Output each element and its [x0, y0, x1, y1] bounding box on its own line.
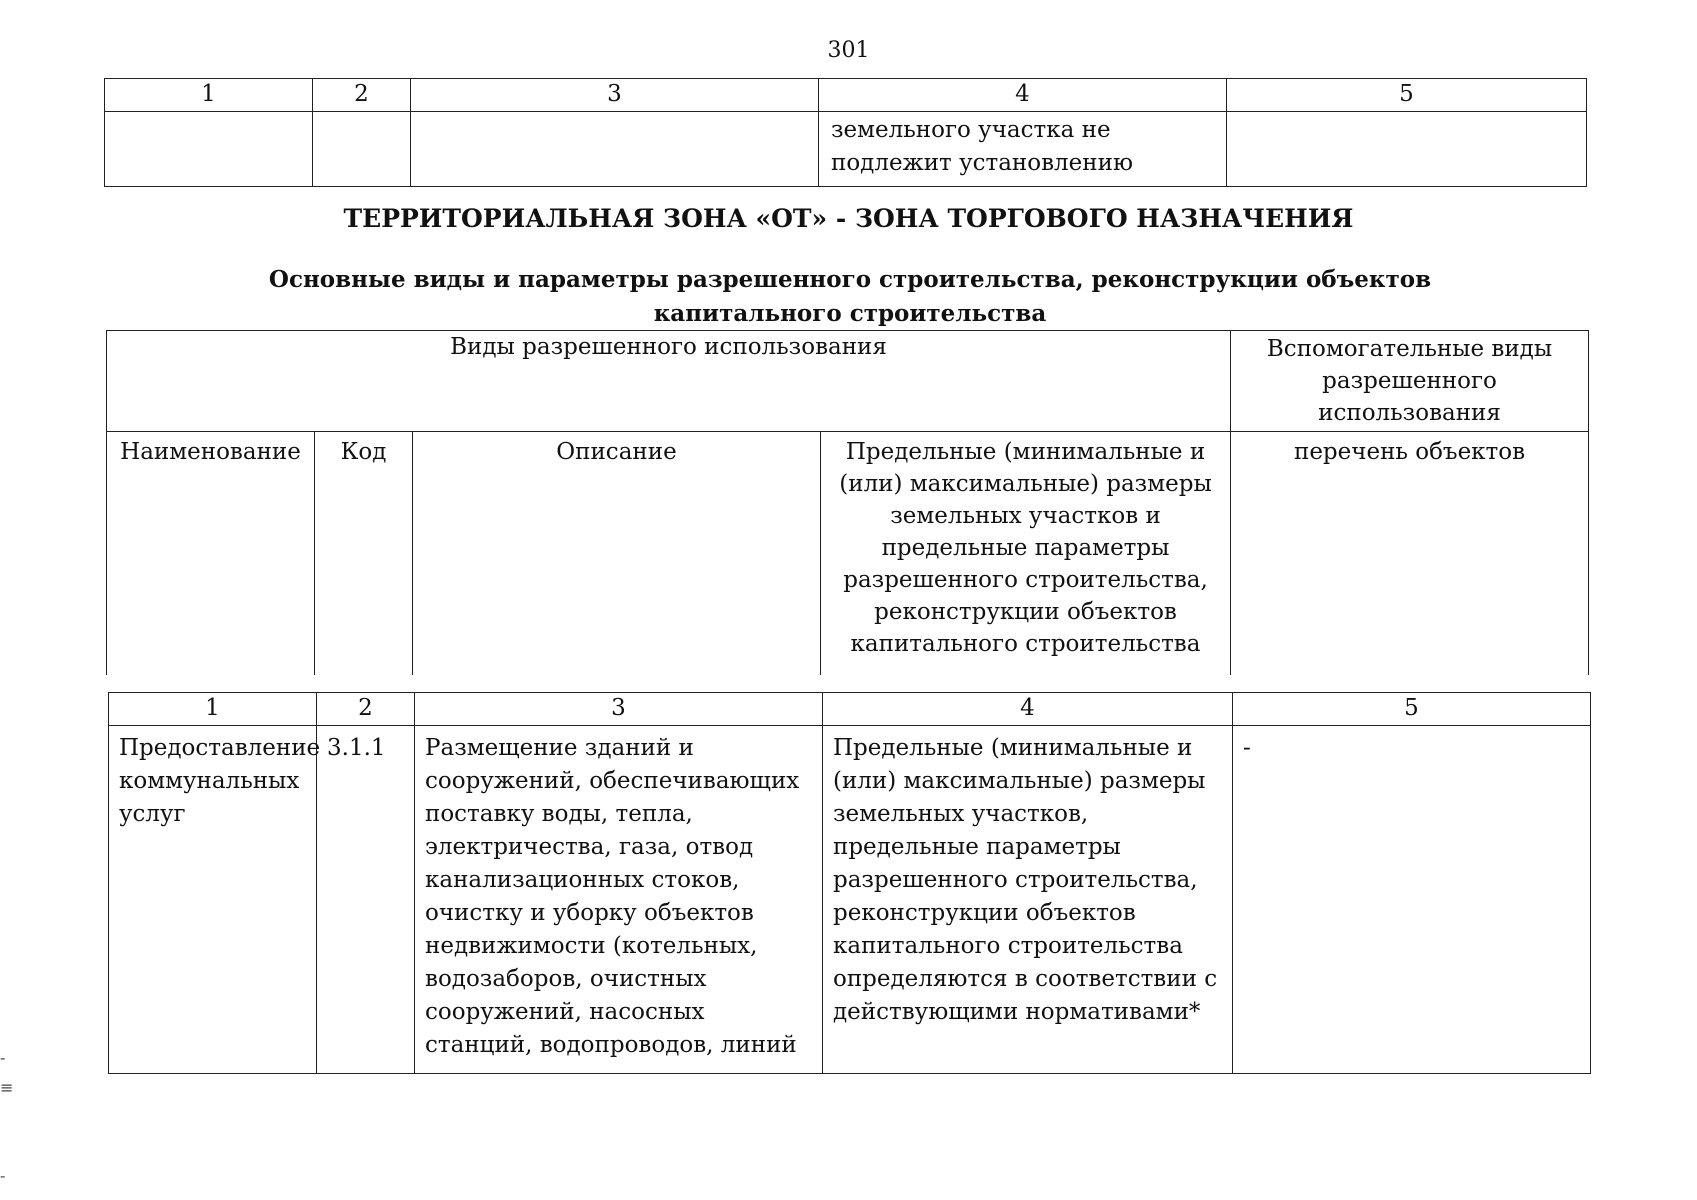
- page-number: 301: [827, 38, 870, 63]
- column-number: 2: [317, 693, 415, 726]
- column-number-row: [105, 79, 1587, 112]
- table-cell: земельного участка не подлежит установлению: [819, 112, 1227, 187]
- cell-name: Предоставление коммунальных услуг: [109, 726, 317, 1074]
- column-number: 1: [109, 693, 317, 726]
- table-row: [109, 726, 1591, 1074]
- column-number: 4: [819, 79, 1227, 112]
- table-cell: [1227, 112, 1587, 187]
- margin-mark: -: [0, 1048, 6, 1067]
- aux-header-cell: Вспомогательные виды разрешенного использования: [1231, 331, 1589, 432]
- table-header: [106, 330, 1589, 675]
- margin-mark: -: [0, 1166, 6, 1185]
- column-header-params: Предельные (минимальные и (или) максимальные) размеры земельных участков и предельные параметры разрешенного строительства, реконструкции объектов капитального строительства: [821, 432, 1231, 676]
- column-number: 3: [411, 79, 819, 112]
- table-cell: [411, 112, 819, 187]
- column-number: 1: [105, 79, 313, 112]
- table-cell: [105, 112, 313, 187]
- table-continuation: [104, 78, 1587, 187]
- column-header-name: Наименование: [107, 432, 315, 676]
- column-header-description: Описание: [413, 432, 821, 676]
- column-header-aux: перечень объектов: [1231, 432, 1589, 676]
- cell-params: Предельные (минимальные и (или) максимальные) размеры земельных участков, предельные параметры разрешенного строительства, реконструкции объектов капитального строительства определяются в соответствии с действующими нормативами*: [823, 726, 1233, 1074]
- column-number: 4: [823, 693, 1233, 726]
- cell-code: 3.1.1: [317, 726, 415, 1074]
- table-cell: [313, 112, 411, 187]
- section-title: Основные виды и параметры разрешенного строительства, реконструкции объектов капитального строительства: [268, 266, 1432, 327]
- group-header-row: [107, 331, 1589, 432]
- column-number: 3: [415, 693, 823, 726]
- cell-description: Размещение зданий и сооружений, обеспечивающих поставку воды, тепла, электричества, газа, отвод канализационных стоков, очистку и уборку объектов недвижимости (котельных, водозаборов, очистных сооружений, насосных станций, водопроводов, линий: [415, 726, 823, 1074]
- zone-title: ТЕРРИТОРИАЛЬНАЯ ЗОНА «ОТ» - ЗОНА ТОРГОВОГО НАЗНАЧЕНИЯ: [343, 204, 1354, 233]
- column-number: 2: [313, 79, 411, 112]
- table-data: [108, 692, 1591, 1074]
- group-header-cell: Виды разрешенного использования: [107, 331, 1231, 432]
- column-header-row: [107, 432, 1589, 676]
- column-number: 5: [1227, 79, 1587, 112]
- table-row: [105, 112, 1587, 187]
- column-header-code: Код: [315, 432, 413, 676]
- column-number: 5: [1233, 693, 1591, 726]
- cell-aux: -: [1233, 726, 1591, 1074]
- column-number-row: [109, 693, 1591, 726]
- margin-mark: ≡: [0, 1078, 14, 1097]
